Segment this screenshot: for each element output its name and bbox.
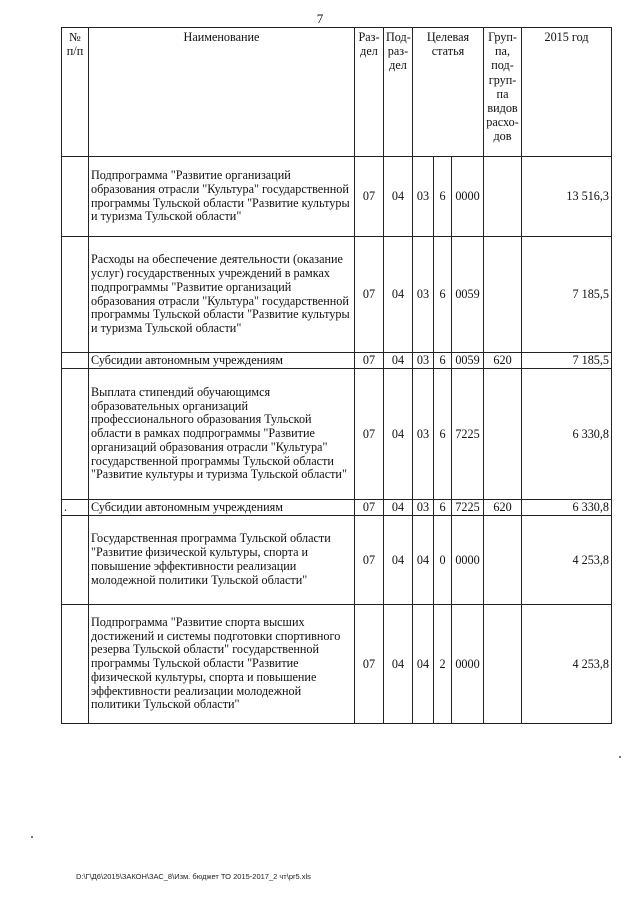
row-expense-group [484, 369, 522, 500]
row-index [62, 516, 89, 605]
row-name: Субсидии автономным учреждениям [89, 500, 355, 516]
row-target-subprogram: 6 [434, 500, 452, 516]
table-row [62, 500, 612, 516]
row-subsection: 04 [384, 353, 413, 369]
row-section: 07 [355, 500, 384, 516]
row-section: 07 [355, 237, 384, 353]
row-amount: 7 185,5 [522, 353, 612, 369]
row-subsection: 04 [384, 157, 413, 237]
row-target-subprogram: 6 [434, 157, 452, 237]
row-index [62, 369, 89, 500]
header-year [522, 28, 612, 157]
header-section [355, 28, 384, 157]
row-expense-group: 620 [484, 353, 522, 369]
row-amount: 6 330,8 [522, 500, 612, 516]
footer-file-path: D:\Г\Д6\2015\ЗАКОН\ЗАС_8\Изм. бюджет ТО 2015-2017_2 чт\pr5.xls [76, 872, 311, 881]
header-num-text: № п/п [66, 30, 84, 59]
row-target-direction: 7225 [452, 369, 484, 500]
row-expense-group [484, 516, 522, 605]
row-section: 07 [355, 369, 384, 500]
header-target-article-text: Целевая статья [426, 30, 470, 59]
row-target-direction: 0000 [452, 157, 484, 237]
row-target-program: 04 [413, 605, 434, 724]
row-index [62, 605, 89, 724]
row-section: 07 [355, 157, 384, 237]
row-target-subprogram: 6 [434, 237, 452, 353]
row-amount: 4 253,8 [522, 516, 612, 605]
row-section: 07 [355, 353, 384, 369]
row-target-program: 03 [413, 237, 434, 353]
row-name: Расходы на обеспечение деятельности (оказание услуг) государственных учреждений в рамках подпрограммы "Развитие организаций образования отрасли "Культура" государственной программы Тульской области "Развитие культуры и туризма Тульской области" [89, 237, 355, 353]
row-target-program: 03 [413, 353, 434, 369]
row-expense-group: 620 [484, 500, 522, 516]
row-subsection: 04 [384, 605, 413, 724]
row-index [62, 353, 89, 369]
row-subsection: 04 [384, 516, 413, 605]
table-header-row [62, 28, 612, 157]
row-amount: 7 185,5 [522, 237, 612, 353]
table-row [62, 157, 612, 237]
row-target-direction: 0000 [452, 516, 484, 605]
header-expense-group-text: Груп- па, под- груп- па видов расхо- дов [486, 30, 519, 144]
row-target-direction: 0059 [452, 353, 484, 369]
row-target-direction: 0000 [452, 605, 484, 724]
row-section: 07 [355, 605, 384, 724]
table-body [62, 157, 612, 724]
table-row [62, 605, 612, 724]
row-subsection: 04 [384, 500, 413, 516]
header-num [62, 28, 89, 157]
table-row [62, 369, 612, 500]
header-subsection [384, 28, 413, 157]
header-year-text: 2015 год [544, 30, 589, 44]
row-name: Подпрограмма "Развитие спорта высших достижений и системы подготовки спортивного резерва Тульской области" государственной программы Тульской области "Развитие физической культуры, спорта и повышение эффективности реализации молодежной политики Тульской области" [89, 605, 355, 724]
row-target-program: 04 [413, 516, 434, 605]
header-name [89, 28, 355, 157]
header-target-article [413, 28, 484, 157]
row-name: Выплата стипендий обучающимся образовательных организаций профессионального образования Тульской области в рамках подпрограммы "Развитие организаций образования отрасли "Культура" государственной программы Тульской области "Развитие культуры и туризма Тульской области" [89, 369, 355, 500]
budget-table [61, 27, 612, 724]
header-expense-group [484, 28, 522, 157]
row-target-subprogram: 0 [434, 516, 452, 605]
row-amount: 4 253,8 [522, 605, 612, 724]
header-subsection-text: Под- раз- дел [386, 30, 411, 73]
row-expense-group [484, 157, 522, 237]
row-expense-group [484, 605, 522, 724]
row-name: Субсидии автономным учреждениям [89, 353, 355, 369]
row-target-direction: 0059 [452, 237, 484, 353]
row-subsection: 04 [384, 237, 413, 353]
row-target-direction: 7225 [452, 500, 484, 516]
row-target-program: 03 [413, 157, 434, 237]
row-index [62, 157, 89, 237]
row-expense-group [484, 237, 522, 353]
row-section: 07 [355, 516, 384, 605]
row-name: Подпрограмма "Развитие организаций образования отрасли "Культура" государственной программы Тульской области "Развитие культуры и туризма Тульской области" [89, 157, 355, 237]
row-target-program: 03 [413, 500, 434, 516]
row-target-program: 03 [413, 369, 434, 500]
header-name-text: Наименование [183, 30, 260, 44]
row-index [62, 237, 89, 353]
table-row [62, 353, 612, 369]
scan-speck [619, 756, 621, 758]
table-row [62, 516, 612, 605]
row-name: Государственная программа Тульской области "Развитие физической культуры, спорта и повышение эффективности реализации молодежной политики Тульской области" [89, 516, 355, 605]
row-amount: 6 330,8 [522, 369, 612, 500]
row-target-subprogram: 2 [434, 605, 452, 724]
row-index: . [62, 500, 89, 516]
header-section-text: Раз- дел [358, 30, 380, 59]
row-target-subprogram: 6 [434, 353, 452, 369]
table-row [62, 237, 612, 353]
page-number: 7 [316, 11, 324, 26]
row-subsection: 04 [384, 369, 413, 500]
scan-speck [31, 836, 33, 838]
row-amount: 13 516,3 [522, 157, 612, 237]
row-target-subprogram: 6 [434, 369, 452, 500]
